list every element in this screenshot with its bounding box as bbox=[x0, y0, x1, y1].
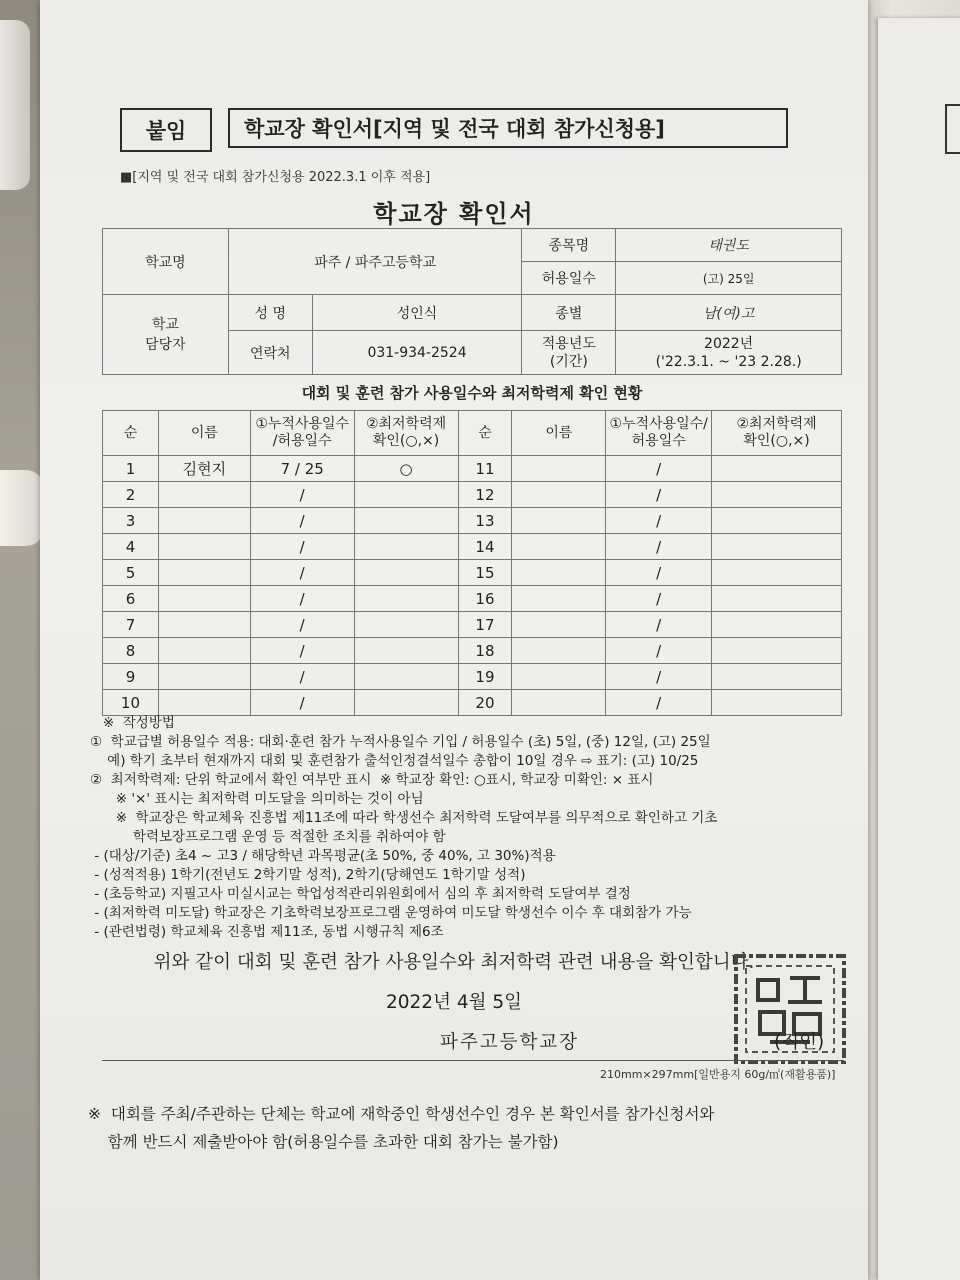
cell-days: / bbox=[250, 664, 354, 690]
table-row bbox=[103, 534, 842, 560]
instruction-line: ※ 학교장은 학교체육 진흥법 제11조에 따라 학생선수 최저학력 도달여부를 의무적으로 확인하고 기초 bbox=[90, 810, 718, 826]
cell-name bbox=[158, 612, 250, 638]
cell-check2 bbox=[712, 456, 842, 482]
cell-name bbox=[158, 664, 250, 690]
cell-check bbox=[354, 560, 458, 586]
instruction-line: - (관련법령) 학교체육 진흥법 제11조, 동법 시행규칙 제6조 bbox=[90, 924, 444, 940]
cell-check2 bbox=[712, 690, 842, 716]
year-cell bbox=[616, 331, 842, 375]
info-table bbox=[102, 228, 842, 375]
col-days-2: ①누적사용일수/ 허용일수 bbox=[606, 411, 712, 456]
cell-name2 bbox=[512, 456, 606, 482]
cell-check2 bbox=[712, 586, 842, 612]
cell-name bbox=[158, 586, 250, 612]
cell-days: 7 / 25 bbox=[250, 456, 354, 482]
adjacent-sheet-box bbox=[945, 104, 960, 154]
name-label: 성 명 bbox=[228, 295, 312, 331]
cell-days: / bbox=[250, 534, 354, 560]
col-name: 이름 bbox=[158, 411, 250, 456]
cell-days: / bbox=[250, 482, 354, 508]
cell-days: / bbox=[250, 612, 354, 638]
cell-check bbox=[354, 690, 458, 716]
instruction-line: - (최저학력 미도달) 학교장은 기초학력보장프로그램 운영하여 미도달 학생선수 이수 후 대회참가 가능 bbox=[90, 905, 692, 921]
cell-no: 6 bbox=[103, 586, 159, 612]
name-value: 성인식 bbox=[312, 295, 522, 331]
principal-name: 파주고등학교장 bbox=[440, 1032, 580, 1053]
cell-check2 bbox=[712, 482, 842, 508]
cell-no: 10 bbox=[103, 690, 159, 716]
cell-name2 bbox=[512, 690, 606, 716]
cell-no2: 20 bbox=[458, 690, 512, 716]
cell-name2 bbox=[512, 534, 606, 560]
cell-check2 bbox=[712, 534, 842, 560]
cell-days: / bbox=[250, 508, 354, 534]
cell-name2 bbox=[512, 664, 606, 690]
cell-days: / bbox=[250, 586, 354, 612]
cell-name bbox=[158, 560, 250, 586]
binder-clip bbox=[0, 20, 30, 190]
cell-check bbox=[354, 508, 458, 534]
cell-check2 bbox=[712, 560, 842, 586]
col-check-2: ②최저학력제 확인(○,×) bbox=[712, 411, 842, 456]
document-sheet bbox=[40, 0, 868, 1280]
cell-days: / bbox=[250, 560, 354, 586]
instruction-line: 학력보장프로그램 운영 등 적절한 조치를 취하여야 함 bbox=[90, 829, 446, 845]
table-row bbox=[103, 586, 842, 612]
cell-no2: 14 bbox=[458, 534, 512, 560]
cell-days2: / bbox=[606, 508, 712, 534]
adjacent-sheet bbox=[878, 18, 960, 1280]
table-row bbox=[103, 690, 842, 716]
school-value: 파주 / 파주고등학교 bbox=[228, 229, 522, 295]
cell-check bbox=[354, 638, 458, 664]
col-no-2: 순 bbox=[458, 411, 512, 456]
cell-no2: 18 bbox=[458, 638, 512, 664]
divider bbox=[102, 1060, 842, 1061]
cell-no: 1 bbox=[103, 456, 159, 482]
table-row bbox=[103, 638, 842, 664]
col-check: ②최저학력제 확인(○,×) bbox=[354, 411, 458, 456]
event-label: 종목명 bbox=[522, 229, 616, 262]
cell-no: 4 bbox=[103, 534, 159, 560]
table-row bbox=[103, 508, 842, 534]
instruction-line: ② 최저학력제: 단위 학교에서 확인 여부만 표시 ※ 학교장 확인: ○표시, 학교장 미확인: × 표시 bbox=[90, 772, 654, 788]
cell-check2 bbox=[712, 638, 842, 664]
cell-name2 bbox=[512, 586, 606, 612]
cell-no: 5 bbox=[103, 560, 159, 586]
cell-check2 bbox=[712, 508, 842, 534]
instruction-line: - (대상/기준) 초4 ~ 고3 / 해당학년 과목평균(초 50%, 중 40%, 고 30%)적용 bbox=[90, 848, 556, 864]
instruction-line: 예) 학기 초부터 현재까지 대회 및 훈련참가 출석인정결석일수 총합이 10일 경우 ⇨ 표기: (고) 10/25 bbox=[90, 753, 699, 769]
cell-name bbox=[158, 690, 250, 716]
cell-days2: / bbox=[606, 690, 712, 716]
cell-name2 bbox=[512, 612, 606, 638]
cell-no2: 16 bbox=[458, 586, 512, 612]
year-period: ('22.3.1. ~ '23 2.28.) bbox=[655, 353, 802, 370]
cell-no2: 19 bbox=[458, 664, 512, 690]
gender-label: 종별 bbox=[522, 295, 616, 331]
seal-label: (직인) bbox=[774, 1032, 825, 1053]
allowed-days-label: 허용일수 bbox=[522, 262, 616, 295]
cell-no2: 13 bbox=[458, 508, 512, 534]
cell-days2: / bbox=[606, 482, 712, 508]
allowed-days-value: (고) 25일 bbox=[616, 262, 842, 295]
cell-days2: / bbox=[606, 612, 712, 638]
cell-days: / bbox=[250, 690, 354, 716]
header-title: 학교장 확인서[지역 및 전국 대회 참가신청용] bbox=[228, 108, 788, 148]
cell-check bbox=[354, 664, 458, 690]
cell-days2: / bbox=[606, 664, 712, 690]
year-label: 적용년도 (기간) bbox=[522, 331, 616, 375]
cell-check: ○ bbox=[354, 456, 458, 482]
cell-name2 bbox=[512, 638, 606, 664]
instruction-line: - (성적적용) 1학기(전년도 2학기말 성적), 2학기(당해연도 1학기말 성적) bbox=[90, 867, 526, 883]
contact-label: 연락처 bbox=[228, 331, 312, 375]
instruction-line: ※ 작성방법 bbox=[90, 715, 175, 731]
year-value: 2022년 bbox=[704, 335, 754, 352]
submission-note: ※ 대회를 주최/주관하는 단체는 학교에 재학중인 학생선수인 경우 본 확인서를 참가신청서와 함께 반드시 제출받아야 함(허용일수를 초과한 대회 참가는 불가함) bbox=[88, 1105, 715, 1151]
instruction-line: - (초등학교) 지필고사 미실시교는 학업성적관리위원회에서 심의 후 최저학력 도달여부 결정 bbox=[90, 886, 631, 902]
col-days: ①누적사용일수 /허용일수 bbox=[250, 411, 354, 456]
cell-days2: / bbox=[606, 560, 712, 586]
cell-name bbox=[158, 534, 250, 560]
cell-days: / bbox=[250, 638, 354, 664]
col-no: 순 bbox=[103, 411, 159, 456]
cell-days2: / bbox=[606, 638, 712, 664]
issue-date: 2022년 4월 5일 bbox=[386, 992, 522, 1013]
cell-no: 7 bbox=[103, 612, 159, 638]
cell-no: 2 bbox=[103, 482, 159, 508]
cell-check bbox=[354, 482, 458, 508]
cell-no2: 12 bbox=[458, 482, 512, 508]
cell-name bbox=[158, 638, 250, 664]
table-row bbox=[103, 664, 842, 690]
cell-name: 김현지 bbox=[158, 456, 250, 482]
cell-no: 3 bbox=[103, 508, 159, 534]
cell-name bbox=[158, 508, 250, 534]
cell-name2 bbox=[512, 560, 606, 586]
attachment-label: 붙임 bbox=[120, 108, 212, 152]
event-value: 태권도 bbox=[616, 229, 842, 262]
paper-spec: 210mm×297mm[일반용지 60g/㎡(재활용품)] bbox=[600, 1068, 836, 1081]
school-label: 학교명 bbox=[103, 229, 229, 295]
table-row bbox=[103, 456, 842, 482]
cell-no: 8 bbox=[103, 638, 159, 664]
instruction-line: ※ '×' 표시는 최저학력 미도달을 의미하는 것이 아님 bbox=[90, 791, 424, 807]
cell-no2: 15 bbox=[458, 560, 512, 586]
table-row bbox=[103, 482, 842, 508]
cell-name bbox=[158, 482, 250, 508]
cell-days2: / bbox=[606, 586, 712, 612]
cell-no: 9 bbox=[103, 664, 159, 690]
cell-name2 bbox=[512, 482, 606, 508]
cell-check2 bbox=[712, 664, 842, 690]
cell-no2: 17 bbox=[458, 612, 512, 638]
status-title: 대회 및 훈련 참가 사용일수와 최저학력제 확인 현황 bbox=[301, 384, 643, 402]
cell-check bbox=[354, 586, 458, 612]
gender-value: 남(여)고 bbox=[616, 295, 842, 331]
contact-value: 031-934-2524 bbox=[312, 331, 522, 375]
cell-days2: / bbox=[606, 456, 712, 482]
usage-table bbox=[102, 410, 842, 716]
table-row bbox=[103, 560, 842, 586]
cell-no2: 11 bbox=[458, 456, 512, 482]
col-name-2: 이름 bbox=[512, 411, 606, 456]
table-row bbox=[103, 612, 842, 638]
cell-check2 bbox=[712, 612, 842, 638]
applicability-note: ■[지역 및 전국 대회 참가신청용 2022.3.1 이후 적용] bbox=[120, 170, 431, 185]
binder-clip-lower bbox=[0, 470, 44, 546]
confirmation-text: 위와 같이 대회 및 훈련 참가 사용일수와 최저학력 관련 내용을 확인합니다. bbox=[153, 952, 755, 973]
cell-name2 bbox=[512, 508, 606, 534]
page-title: 학교장 확인서 bbox=[373, 200, 535, 228]
instruction-line: ① 학교급별 허용일수 적용: 대회·훈련 참가 누적사용일수 기입 / 허용일수 (초) 5일, (중) 12일, (고) 25일 bbox=[90, 734, 711, 750]
cell-check bbox=[354, 534, 458, 560]
instructions bbox=[90, 714, 870, 942]
manager-label: 학교 담당자 bbox=[103, 295, 229, 375]
cell-check bbox=[354, 612, 458, 638]
cell-days2: / bbox=[606, 534, 712, 560]
